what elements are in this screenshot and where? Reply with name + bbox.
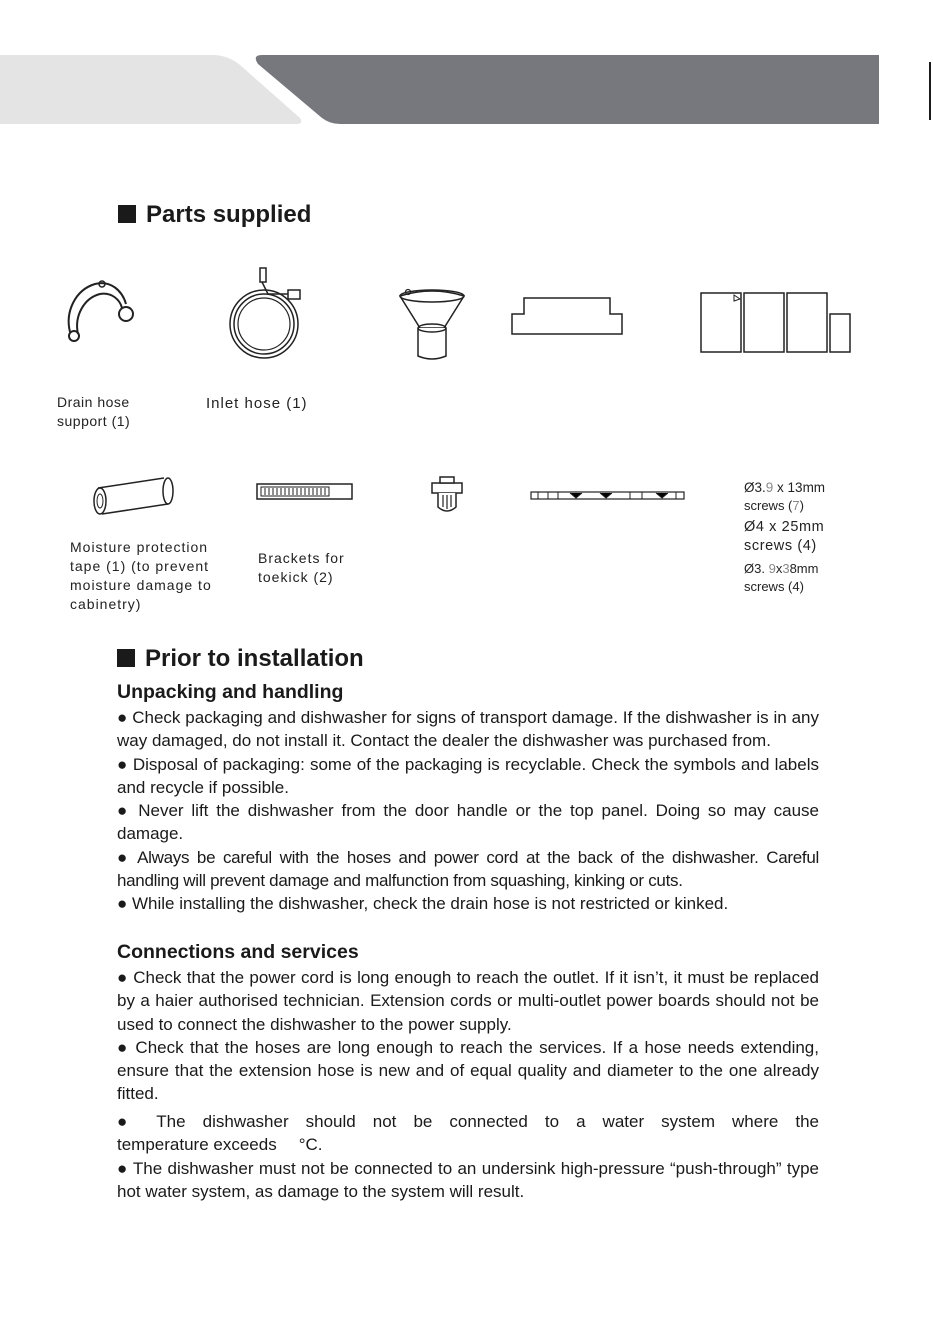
toekick-brackets-label: Brackets for toekick (2): [258, 550, 345, 585]
moisture-tape-label: Moisture protection tape (1) (to prevent moisture damage to cabinetry): [70, 539, 212, 612]
header-tab-dark: [256, 55, 879, 124]
unpacking-para-5: ● While installing the dishwasher, check the drain hose is not restricted or kinked.: [117, 894, 729, 914]
unpacking-para-1: ● Check packaging and dishwasher for signs of transport damage. If the dishwasher is in any way damaged, do not install it. Contact the dealer the dishwasher was purchased from.: [117, 708, 819, 751]
moisture-tape-icon: [88, 470, 178, 520]
documents-icon: [698, 290, 854, 356]
screw-spec-2: Ø4 x 25mm screws (4): [744, 519, 825, 554]
screw-spec-1: Ø3.9 x 13mm screws (7): [744, 480, 826, 513]
clip-icon: [428, 475, 468, 517]
strip-icon: [530, 488, 686, 504]
page-header-tabs: [0, 0, 933, 140]
parts-supplied-heading: Parts supplied: [118, 201, 311, 229]
drain-hose-support-label: Drain hose support (1): [57, 394, 131, 429]
unpacking-para-2: ● Disposal of packaging: some of the packaging is recyclable. Check the symbols and labels and recycle if possible.: [117, 754, 819, 797]
drain-hose-support-icon: [60, 272, 140, 352]
toekick-bracket-icon: [256, 482, 354, 502]
unpacking-para-4: ● Always be careful with the hoses and power cord at the back of the dishwasher. Careful handling will prevent damage and malfunction from squashing, kinking or cuts.: [117, 847, 819, 891]
prior-to-installation-heading: Prior to installation: [117, 645, 364, 673]
final-para: ● The dishwasher must not be connected to an undersink high-pressure “push-through” type hot water system, as damage to the system will result.: [117, 1159, 819, 1202]
plinth-bracket-icon: [510, 296, 624, 338]
inlet-hose-label: Inlet hose (1): [206, 395, 308, 412]
connections-heading: Connections and services: [117, 941, 359, 963]
connections-para-2: ● Check that the hoses are long enough to reach the services. If a hose needs extending, ensure that the extension hose is new and of equal quality and diameter to the one already fitted.: [117, 1037, 819, 1104]
connections-section: [117, 966, 819, 1106]
square-bullet-icon: [117, 649, 135, 667]
header-tab-light: [0, 55, 301, 124]
unpacking-para-3: ● Never lift the dishwasher from the door handle or the top panel. Doing so may cause damage.: [117, 801, 819, 844]
screw-spec-3: Ø3. 9x38mm screws (4): [744, 561, 819, 594]
temperature-para: ● The dishwasher should not be connected to a water system where the temperature exceeds °C.: [117, 1112, 819, 1155]
salt-funnel-icon: [396, 286, 468, 362]
unpacking-section: [117, 706, 819, 916]
page-edge-mark: [929, 62, 931, 120]
inlet-hose-icon: [222, 264, 312, 364]
square-bullet-icon: [118, 205, 136, 223]
connections-para-1: ● Check that the power cord is long enough to reach the outlet. If it isn’t, it must be replaced by a haier authorised technician. Extension cords or multi-outlet power boards should not be used to connect the dishwasher to the power supply.: [117, 968, 819, 1034]
unpacking-heading: Unpacking and handling: [117, 681, 344, 703]
